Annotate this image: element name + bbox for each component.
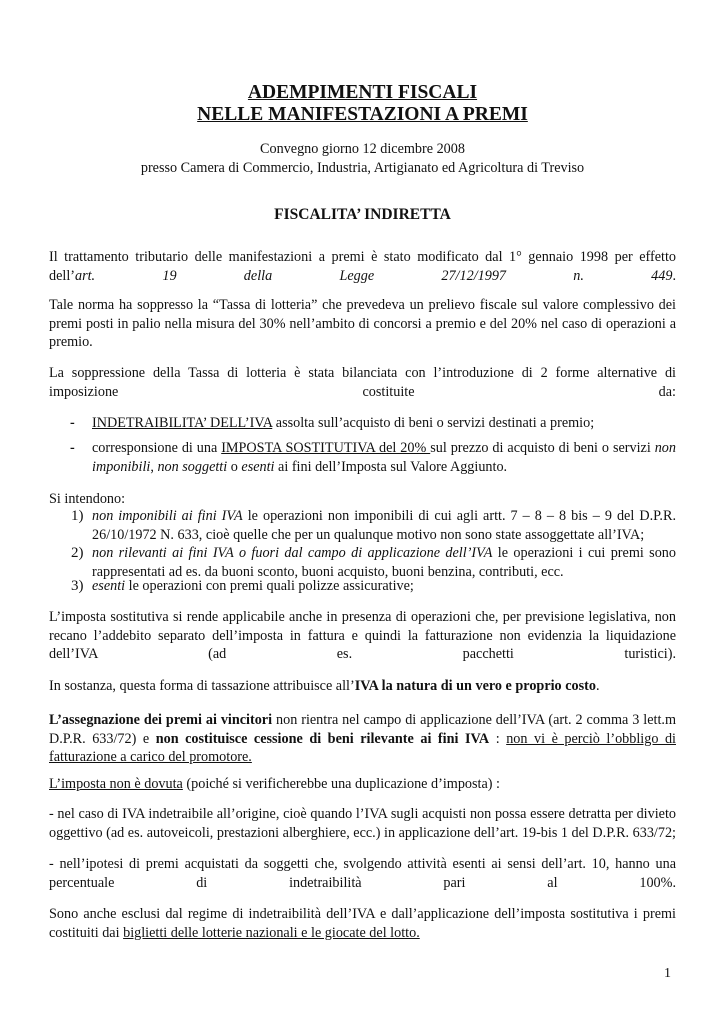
emphasis-text: IVA la natura di un vero e proprio costo	[354, 678, 596, 694]
paragraph-text: Sono anche esclusi dal regime di indetraibilità dell’IVA e dall’applicazione dell’imposta sostitutiva i premi costituiti dai	[49, 906, 676, 941]
bullet-text: ,	[150, 458, 158, 475]
paragraph-text: In sostanza, questa forma di tassazione attribuisce all’	[49, 678, 355, 694]
paragraph-imposta-non-dovuta	[49, 775, 676, 794]
paragraph-esclusi	[49, 905, 676, 942]
bullet-text: sul prezzo di acquisto di beni o servizi	[430, 440, 655, 456]
section-heading: FISCALITA’ INDIRETTA	[274, 206, 451, 223]
document-title	[0, 82, 725, 126]
paragraph-assegnazione	[49, 711, 676, 767]
page-number: 1	[664, 966, 671, 981]
underlined-text: biglietti delle lotterie nazionali e le giocate del lotto.	[123, 924, 420, 941]
emphasis-text: L’assegnazione dei premi ai vincitori	[49, 712, 273, 728]
list-term: non imponibili ai fini IVA	[92, 508, 243, 524]
bullet-dash: -	[70, 440, 75, 456]
paragraph-text: (poiché si verificherebbe una duplicazione d’imposta) :	[182, 776, 500, 792]
underlined-text: non vi è perciò l’obbligo di fatturazione a carico del promotore.	[49, 730, 676, 765]
list-text: le operazioni con premi quali polizze assicurative;	[125, 578, 414, 594]
document-subtitle	[0, 140, 725, 177]
bullet-text: assolta sull’acquisto di beni o servizi destinati a premio;	[272, 415, 595, 431]
list-number: 3)	[71, 578, 84, 594]
paragraph-text: Il trattamento tributario delle manifestazioni a premi è stato modificato dal 1° gennaio 1998 per effetto dell’	[49, 249, 676, 284]
bullet-italic: non soggetti	[157, 458, 228, 475]
paragraph-text: non rientra nel campo di applicazione dell’IVA (art. 2 comma 3 lett.m D.P.R. 633/72) e	[49, 712, 676, 747]
paragraph-text: .	[595, 678, 600, 694]
list-text: le operazioni i cui premi sono rappresentati ad es. da buoni sconto, buoni acquisto, buoni benzina, contributi, ecc.	[92, 545, 676, 580]
bullet-text: corresponsione di una	[92, 440, 222, 456]
law-reference: art. 19 della Legge 27/12/1997 n. 449	[75, 267, 673, 284]
bullet-italic: esenti	[241, 458, 275, 475]
bullet-text: o	[227, 458, 242, 475]
paragraph-iva-indetraibile: - nel caso di IVA indetraibile all’origine, cioè quando l’IVA sugli acquisti non possa essere detratta per divieto oggettivo (ad es. autoveicoli, prestazioni alberghiere, ecc.) in applicazione dell’art. 19-bis 1 del D.P.R. 633/72;	[49, 806, 676, 841]
list-number: 1)	[71, 508, 84, 524]
bullet-dash: -	[70, 415, 75, 431]
subtitle-line-2: presso Camera di Commercio, Industria, Artigianato ed Agricoltura di Treviso	[140, 159, 585, 176]
title-line-2: NELLE MANIFESTAZIONI A PREMI	[197, 104, 528, 125]
bullet-term: INDETRAIBILITA’ DELL’IVA	[92, 415, 273, 431]
paragraph-premi-acquistati: - nell’ipotesi di premi acquistati da soggetti che, svolgendo attività esenti ai sensi dell’art. 10, hanno una percentuale di indetraibilità pari al 100%.	[49, 856, 676, 891]
list-number: 2)	[71, 545, 84, 561]
paragraph-tassa-lotteria: Tale norma ha soppresso la “Tassa di lotteria” che prevedeva un prelievo fiscale sul valore complessivo dei premi posti in palio nella misura del 30% nell’ambito di concorsi a premio e del 20% nel caso di operazioni a premio.	[49, 297, 676, 350]
list-intro: Si intendono:	[49, 491, 126, 507]
list-text: le operazioni non imponibili di cui agli artt. 7 – 8 – 8 bis – 9 del D.P.R. 26/10/1972 N. 633, cioè quelle che per un qualunque motivo non sono state assoggettate all’IVA;	[92, 508, 676, 543]
list-term: esenti	[92, 578, 126, 594]
list-term: non rilevanti ai fini IVA o fuori dal campo di applicazione dell’IVA	[92, 545, 493, 561]
underlined-text: L’imposta non è dovuta	[49, 776, 183, 792]
paragraph-text: :	[489, 730, 507, 747]
subtitle-line-1: Convegno giorno 12 dicembre 2008	[260, 141, 465, 157]
paragraph-soppressione: La soppressione della Tassa di lotteria è stata bilanciata con l’introduzione di 2 forme alternative di imposizione costituite da:	[49, 365, 676, 400]
emphasis-text: non costituisce cessione di beni rilevante ai fini IVA	[155, 730, 490, 747]
bullet-term: IMPOSTA SOSTITUTIVA del 20%	[221, 440, 431, 456]
paragraph-imposta-sostitutiva: L’imposta sostitutiva si rende applicabile anche in presenza di operazioni che, per previsione legislativa, non recano l’addebito separato dell’imposta in fattura e quindi la fatturazione non evidenzia la liquidazione dell’IVA (ad es. pacchetti turistici).	[49, 609, 676, 662]
bullet-italic: non imponibili	[92, 440, 676, 475]
paragraph-in-sostanza	[49, 677, 676, 696]
title-line-1: ADEMPIMENTI FISCALI	[247, 82, 478, 103]
paragraph-text: .	[672, 267, 676, 284]
bullet-text: ai fini dell’Imposta sul Valore Aggiunto.	[274, 458, 508, 475]
